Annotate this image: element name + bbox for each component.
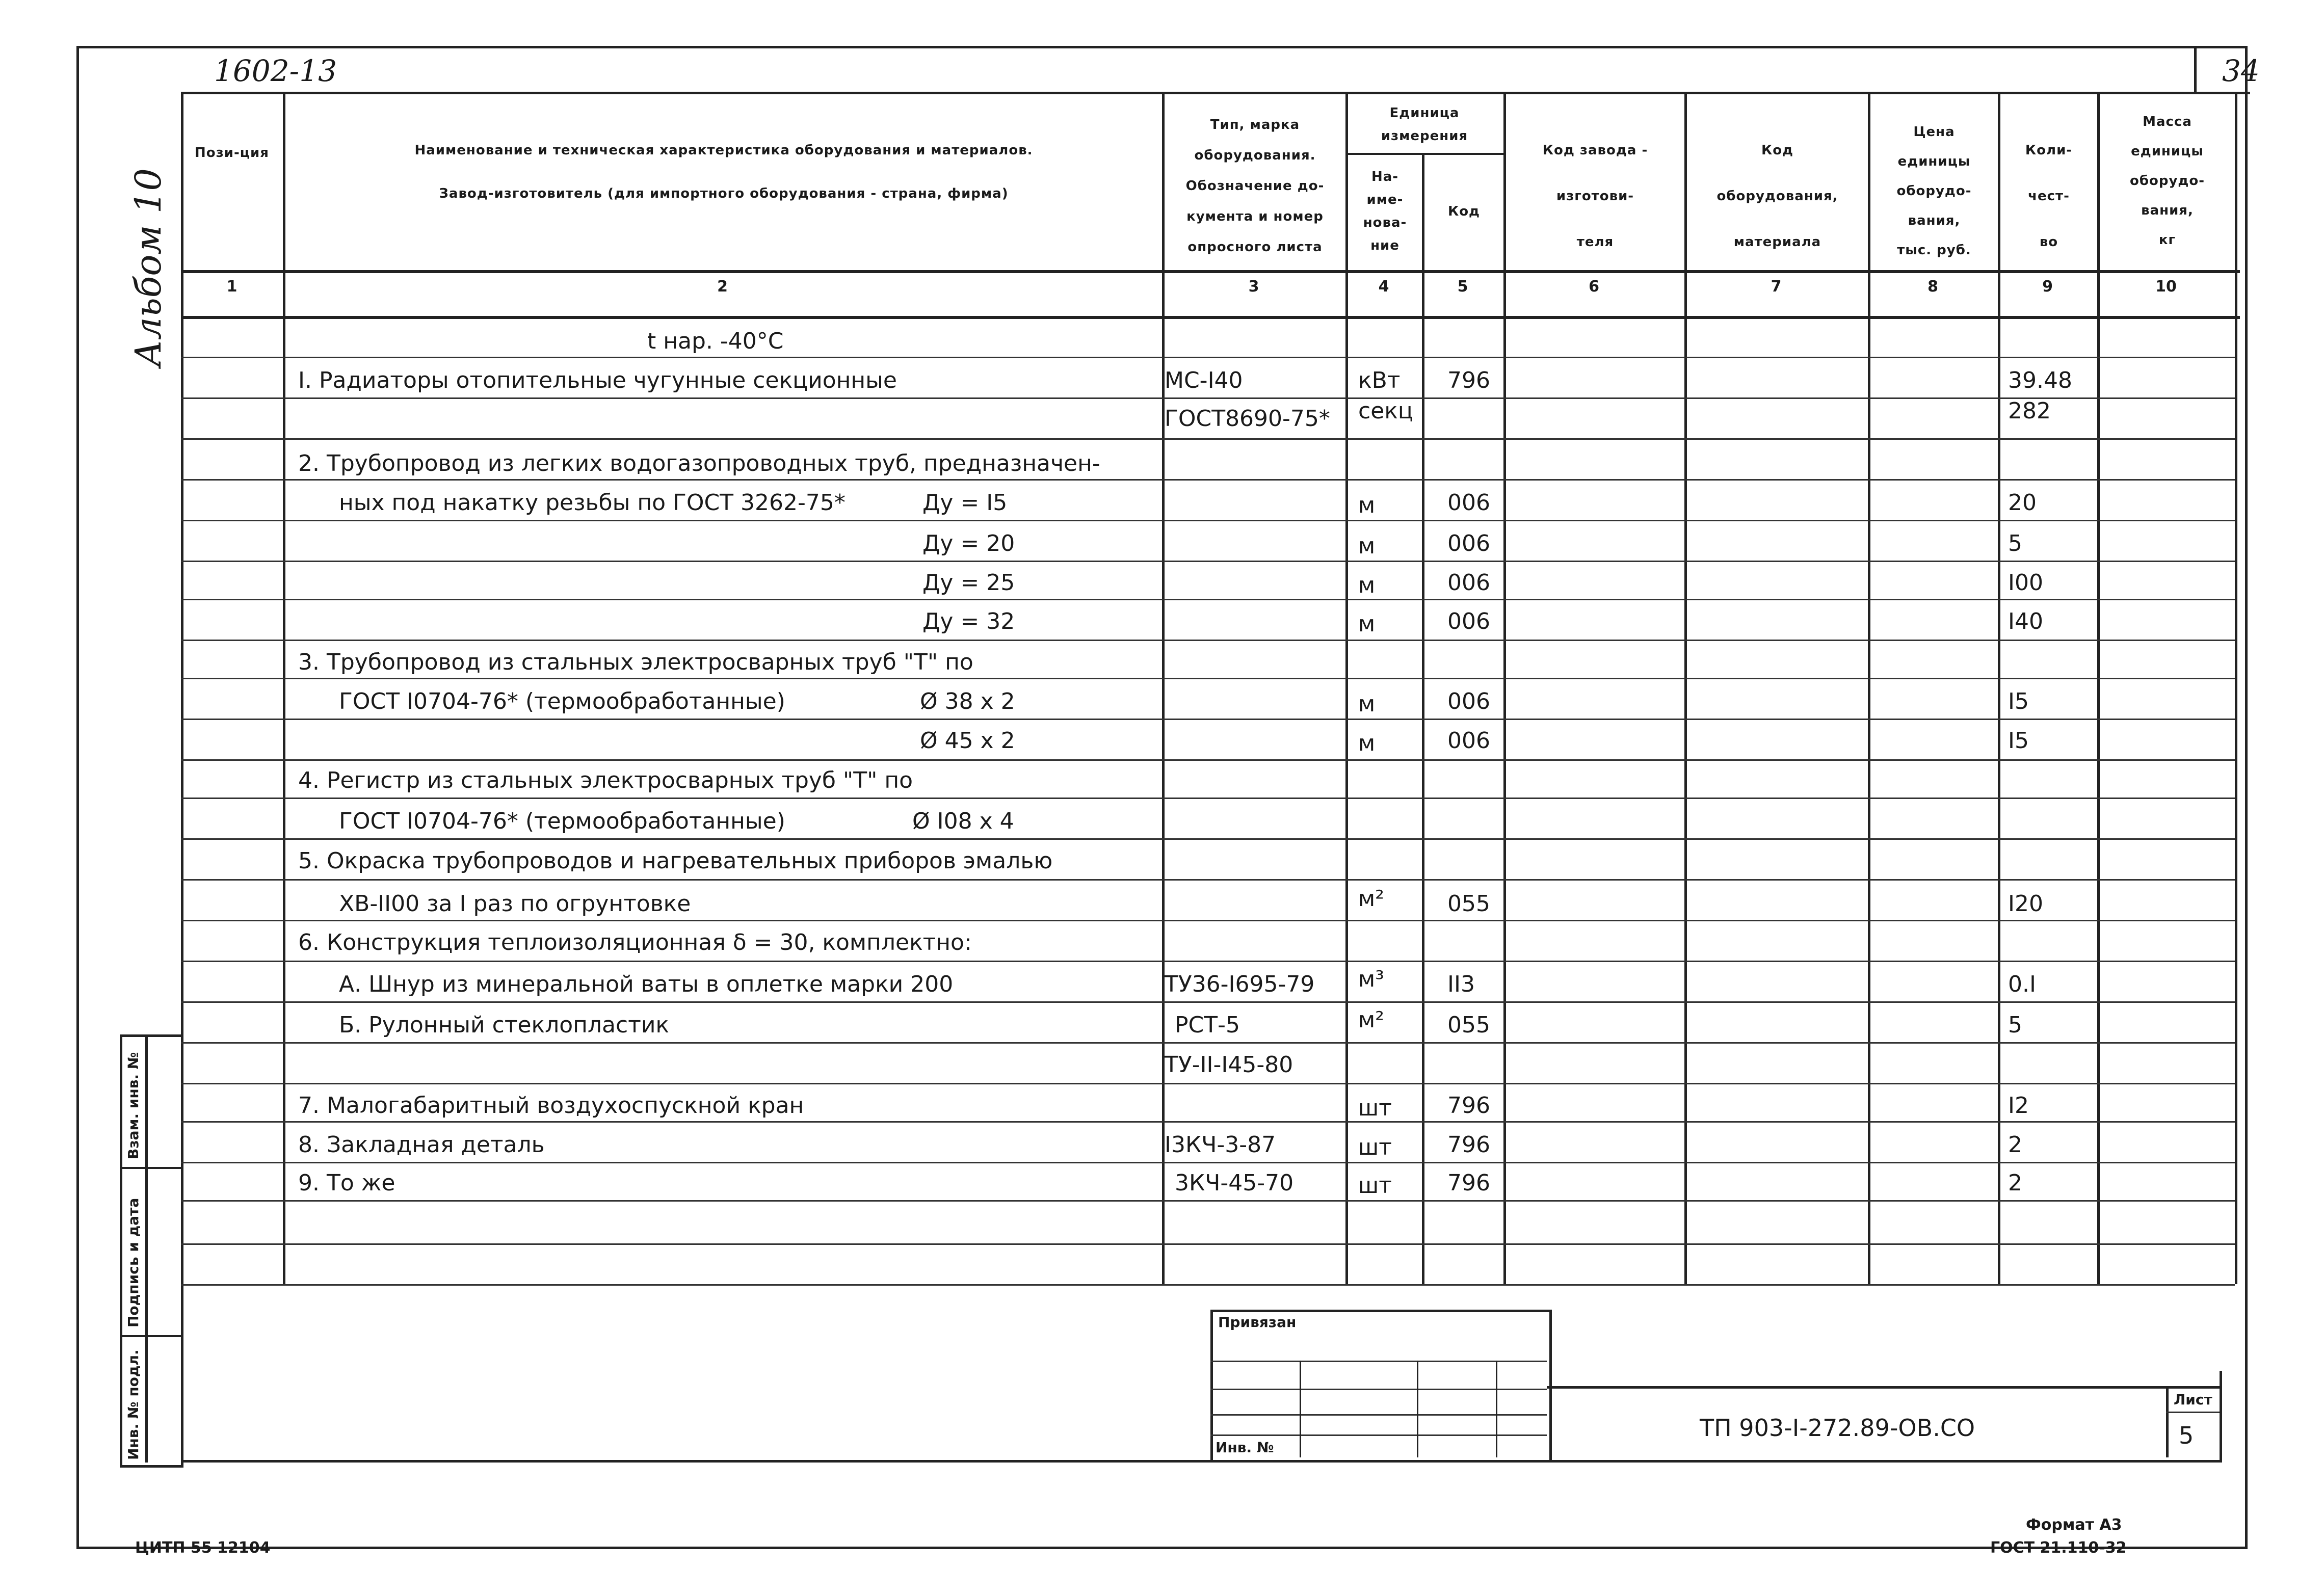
- col-line-2: [283, 92, 285, 1284]
- row-12-extra: Ø I08 x 4: [912, 808, 1014, 834]
- row-1-unit: кВт: [1358, 367, 1401, 393]
- frame-bottom-inner: [181, 1460, 2220, 1463]
- row-separator: [181, 397, 2235, 399]
- row-7-code: 006: [1447, 608, 1490, 634]
- row-separator: [181, 1042, 2235, 1044]
- row-9-unit: м: [1358, 691, 1376, 717]
- header-unit-group: Единица измерения: [1381, 105, 1468, 144]
- row-9-code: 006: [1447, 688, 1490, 714]
- row-separator: [181, 1200, 2235, 1202]
- header-quantity: Коли- чест- во: [2025, 143, 2073, 250]
- row-6-unit: м: [1358, 572, 1376, 598]
- row-14-code: 055: [1447, 891, 1490, 917]
- privyazan-label: Привязан: [1218, 1314, 1297, 1331]
- row-separator: [181, 640, 2235, 641]
- side-stamp-inner: [145, 1034, 148, 1463]
- row-separator: [181, 599, 2235, 600]
- header-unit-name: На- име- нова- ние: [1363, 169, 1407, 253]
- row-15-name: 6. Конструкция теплоизоляционная δ = 30, комплектно:: [298, 929, 972, 955]
- row-10-code: 006: [1447, 728, 1490, 754]
- row-separator: [181, 520, 2235, 521]
- row-separator: [181, 438, 2235, 440]
- row-separator: [181, 719, 2235, 720]
- row-0-name: t нар. -40°С: [647, 328, 784, 354]
- row-20-code: 796: [1447, 1132, 1490, 1158]
- row-1-code: 796: [1447, 367, 1490, 393]
- colnum-10: 10: [2155, 278, 2177, 296]
- unit-group-line: [1345, 153, 1503, 155]
- row-17-unit: м²: [1358, 1007, 1384, 1033]
- row-10-qty: I5: [2008, 728, 2029, 754]
- row-separator: [181, 1001, 2235, 1003]
- row-16-name: А. Шнур из минеральной ваты в оплетке марки 200: [339, 971, 954, 997]
- album-label: Альбом 10: [127, 168, 169, 367]
- row-5-qty: 5: [2008, 530, 2022, 556]
- inv-no-label: Инв. №: [1216, 1439, 1274, 1456]
- row-separator: [181, 798, 2235, 799]
- row-12-name: ГОСТ I0704-76* (термообработанные): [339, 808, 785, 834]
- row-2-type: ГОСТ8690-75*: [1165, 406, 1330, 432]
- row-19-unit: шт: [1358, 1095, 1392, 1121]
- row-14-unit: м²: [1358, 886, 1384, 912]
- frame-right-inner: [2220, 1371, 2222, 1463]
- row-20-name: 8. Закладная деталь: [298, 1132, 545, 1158]
- row-separator: [181, 961, 2235, 962]
- row-separator: [181, 879, 2235, 881]
- row-2-qty: 282: [2008, 398, 2051, 424]
- row-9-qty: I5: [2008, 688, 2029, 714]
- row-9-extra: Ø 38 x 2: [920, 688, 1015, 714]
- header-equipment-code: Код оборудования, материала: [1716, 143, 1838, 250]
- row-9-name: ГОСТ I0704-76* (термообработанные): [339, 688, 785, 714]
- row-1-type: МС-I40: [1165, 367, 1243, 393]
- col-line-7: [1684, 92, 1687, 1284]
- row-19-code: 796: [1447, 1093, 1490, 1119]
- row-separator: [181, 678, 2235, 679]
- sheet-number: 5: [2179, 1422, 2194, 1449]
- row-19-qty: I2: [2008, 1093, 2029, 1119]
- side-inv-podl: Инв. № подл.: [125, 1349, 142, 1460]
- row-17-qty: 5: [2008, 1012, 2022, 1038]
- row-separator: [181, 1162, 2235, 1163]
- row-separator: [181, 1243, 2235, 1245]
- row-21-type: 3КЧ-45-70: [1175, 1170, 1294, 1196]
- row-8-name: 3. Трубопровод из стальных электросварных труб "Т" по: [298, 649, 973, 675]
- row-6-code: 006: [1447, 570, 1490, 596]
- header-unit-code: Код: [1447, 204, 1481, 219]
- colnum-2: 2: [717, 278, 728, 296]
- row-14-name: ХВ-II00 за I раз по огрунтовке: [339, 891, 691, 917]
- row-4-unit: м: [1358, 492, 1376, 518]
- row-16-unit: м³: [1358, 966, 1384, 992]
- col-line-8: [1868, 92, 1870, 1284]
- side-podpis: Подпись и дата: [125, 1198, 142, 1327]
- document-code-handwritten: 1602-13: [214, 54, 337, 88]
- col-line-3: [1162, 92, 1165, 1284]
- row-separator: [181, 1284, 2235, 1286]
- colnum-6: 6: [1589, 278, 1599, 296]
- top-line: [181, 92, 2250, 94]
- row-21-qty: 2: [2008, 1170, 2022, 1196]
- row-10-extra: Ø 45 x 2: [920, 728, 1015, 754]
- colnum-1: 1: [226, 278, 237, 296]
- header-type: Тип, марка оборудования. Обозначение до- кумента и номер опросного листа: [1185, 117, 1325, 255]
- row-separator: [181, 920, 2235, 921]
- row-separator: [181, 1083, 2235, 1084]
- row-18-type: ТУ-II-I45-80: [1165, 1052, 1293, 1078]
- header-factory-code: Код завода - изготови- теля: [1542, 143, 1648, 250]
- privyazan-vline3: [1496, 1361, 1497, 1457]
- row-20-qty: 2: [2008, 1132, 2022, 1158]
- header-name-line1: Наименование и техническая характеристика оборудования и материалов.: [414, 143, 1033, 158]
- row-6-qty: I00: [2008, 570, 2043, 596]
- row-separator: [181, 1121, 2235, 1123]
- row-7-extra: Ду = 32: [922, 608, 1015, 634]
- row-16-type: ТУ36-I695-79: [1165, 971, 1315, 997]
- drawing-code: ТП 903-I-272.89-ОВ.СО: [1700, 1414, 1975, 1442]
- row-7-unit: м: [1358, 611, 1376, 637]
- sheet-box-line: [2166, 1412, 2220, 1413]
- header-name-line2: Завод-изготовитель (для импортного оборудования - страна, фирма): [439, 186, 1009, 201]
- row-7-qty: I40: [2008, 608, 2043, 634]
- privyazan-vline2: [1417, 1361, 1418, 1457]
- row-separator: [181, 479, 2235, 481]
- footer-format: Формат А3: [2026, 1516, 2122, 1534]
- col-line-right: [2235, 92, 2237, 1284]
- row-14-qty: I20: [2008, 891, 2043, 917]
- side-stamp-line2: [120, 1335, 181, 1337]
- row-19-name: 7. Малогабаритный воздухоспускной кран: [298, 1093, 804, 1119]
- colnum-4: 4: [1378, 278, 1389, 296]
- row-21-code: 796: [1447, 1170, 1490, 1196]
- header-bottom-line: [181, 270, 2240, 273]
- page-number-handwritten: 34: [2222, 54, 2260, 88]
- row-5-code: 006: [1447, 530, 1490, 556]
- footer-left: ЦИТП 55 12104: [135, 1539, 271, 1557]
- privyazan-vline1: [1300, 1361, 1301, 1457]
- row-17-code: 055: [1447, 1012, 1490, 1038]
- row-1-name: I. Радиаторы отопительные чугунные секционные: [298, 367, 897, 393]
- row-20-unit: шт: [1358, 1134, 1392, 1160]
- row-6-extra: Ду = 25: [922, 570, 1015, 596]
- row-separator: [181, 838, 2235, 840]
- colnum-9: 9: [2042, 278, 2053, 296]
- row-2-unit: секц: [1358, 398, 1413, 424]
- col-line-9: [1998, 92, 2000, 1284]
- number-row-bottom-line: [181, 316, 2240, 319]
- row-5-extra: Ду = 20: [922, 530, 1015, 556]
- row-separator: [181, 357, 2235, 358]
- col-line-4: [1345, 92, 1348, 1284]
- sheet-label: Лист: [2174, 1391, 2212, 1408]
- row-1-qty: 39.48: [2008, 367, 2072, 393]
- header-position: Пози-ция: [195, 145, 269, 161]
- row-separator: [181, 759, 2235, 761]
- row-17-type: РСТ-5: [1175, 1012, 1240, 1038]
- colnum-5: 5: [1457, 278, 1468, 296]
- colnum-7: 7: [1771, 278, 1782, 296]
- side-vzam: Взам. инв. №: [125, 1052, 142, 1159]
- row-4-extra: Ду = I5: [922, 490, 1008, 516]
- row-16-code: II3: [1447, 971, 1475, 997]
- row-4-code: 006: [1447, 490, 1490, 516]
- row-13-name: 5. Окраска трубопроводов и нагревательных приборов эмалью: [298, 848, 1053, 874]
- colnum-8: 8: [1927, 278, 1938, 296]
- row-20-type: I3КЧ-3-87: [1165, 1132, 1276, 1158]
- row-5-unit: м: [1358, 533, 1376, 559]
- row-21-unit: шт: [1358, 1173, 1392, 1199]
- row-4-name: ных под накатку резьбы по ГОСТ 3262-75*: [339, 490, 846, 516]
- col-line-6: [1503, 92, 1506, 1284]
- row-separator: [181, 561, 2235, 562]
- page-box-line: [2194, 46, 2197, 92]
- row-3-name: 2. Трубопровод из легких водогазопроводных труб, предназначен-: [298, 450, 1100, 476]
- row-21-name: 9. То же: [298, 1170, 395, 1196]
- side-stamp-line1: [120, 1167, 181, 1169]
- row-17-name: Б. Рулонный стеклопластик: [339, 1012, 669, 1038]
- footer-gost: ГОСТ 21.110-32: [1990, 1539, 2127, 1557]
- row-4-qty: 20: [2008, 490, 2037, 516]
- col-line-10: [2097, 92, 2100, 1284]
- row-16-qty: 0.I: [2008, 971, 2036, 997]
- colnum-3: 3: [1248, 278, 1259, 296]
- row-11-name: 4. Регистр из стальных электросварных труб "Т" по: [298, 767, 913, 793]
- row-10-unit: м: [1358, 730, 1376, 756]
- header-price: Цена единицы оборудо- вания, тыс. руб.: [1896, 124, 1972, 258]
- header-mass: Масса единицы оборудо- вания, кг: [2129, 114, 2205, 248]
